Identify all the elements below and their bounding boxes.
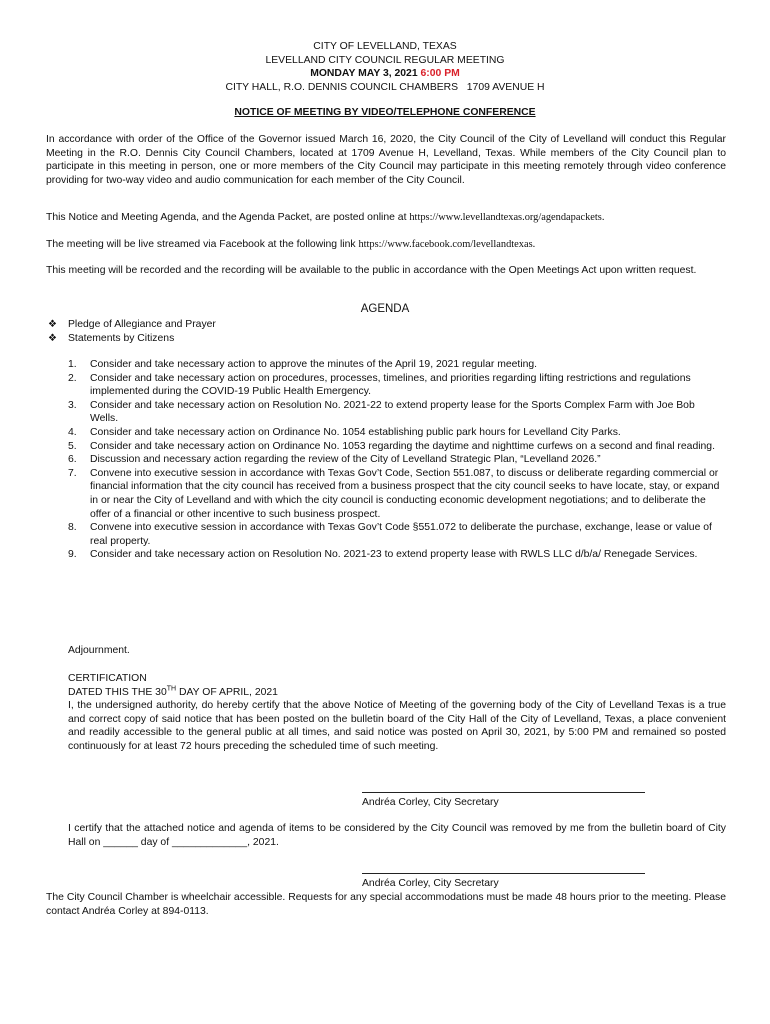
- meeting-location: CITY HALL, R.O. DENNIS COUNCIL CHAMBERS 1709 AVENUE H: [225, 81, 545, 93]
- notice-title: NOTICE OF MEETING BY VIDEO/TELEPHONE CONFERENCE: [234, 107, 536, 118]
- certification-section: [68, 672, 726, 754]
- certification-body: I, the undersigned authority, do hereby certify that the above Notice of Meeting of the governing body of the City of Levelland Texas is a true and correct copy of said notice that has been posted on the bulletin board of the City Hall of the City of Levelland, Texas, a place convenient and readily accessible to the general public at all times, and said notice was posted on April 30, 2021, by 5:00 PM and remained so posted continuously for at least 72 hours preceding the scheduled time of such meeting.: [68, 700, 726, 752]
- paragraph-governor-order: [46, 133, 726, 187]
- agenda-bullets: [46, 318, 726, 345]
- recording-text: This meeting will be recorded and the recording will be available to the public in accordance with the Open Meetings Act upon written request.: [46, 265, 697, 276]
- list-item: 9. Consider and take necessary action on Resolution No. 2021-23 to extend property lease with RWLS LLC d/b/a/ Renegade Services.: [68, 549, 698, 561]
- list-item: 3. Consider and take necessary action on Resolution No. 2021-22 to extend property lease for the Sports Complex Farm with Joe Bob Wells.: [68, 399, 695, 425]
- meeting-name: LEVELLAND CITY COUNCIL REGULAR MEETING: [265, 54, 505, 66]
- list-item: ❖ Pledge of Allegiance and Prayer: [48, 319, 216, 330]
- posted-online-text: This Notice and Meeting Agenda, and the Agenda Packet, are posted online at: [46, 212, 410, 223]
- agenda-title: AGENDA: [360, 303, 410, 315]
- list-item: 7. Convene into executive session in accordance with Texas Gov’t Code, Section 551.087, to discuss or deliberate regarding commercial or financial information that the city council has received from a business prospect that the city council seeks to have locate, stay, or expand in or near the City of Levelland and with which the city council is conducting economic development negotiations; and to deliberate the offer of a financial or other incentive to such business prospect.: [68, 467, 720, 520]
- facebook-link[interactable]: https://www.facebook.com/levellandtexas.: [358, 239, 536, 250]
- certification-dated: DATED THIS THE 30TH DAY OF APRIL, 2021: [68, 685, 278, 698]
- agenda-items: [68, 358, 720, 562]
- list-item: ❖ Statements by Citizens: [48, 332, 175, 344]
- list-item: 5. Consider and take necessary action on Ordinance No. 1053 regarding the daytime and nighttime curfews on a second and final reading.: [68, 440, 715, 452]
- document-header: [0, 40, 770, 94]
- governor-order-text: In accordance with order of the Office of the Governor issued March 16, 2020, the City Council of the City of Levelland will conduct this Regular Meeting in the R.O. Dennis City Council Chambers, located at 1709 Avenue H, Levelland, Texas. While members of the City Council plan to participate in this meeting in person, one or more members of the City Council may participate in this meeting remotely through video conference providing for two-way video and audio communication for each member of the City Council.: [46, 134, 726, 186]
- live-stream-text: The meeting will be live streamed via Facebook at the following link: [46, 239, 359, 250]
- signature-name: Andréa Corley, City Secretary: [362, 797, 499, 808]
- signature-block-2: [362, 863, 662, 891]
- adjournment: Adjournment.: [68, 645, 130, 656]
- city-name: CITY OF LEVELLAND, TEXAS: [313, 41, 457, 52]
- accessibility-footer: [46, 891, 726, 918]
- list-item: 6. Discussion and necessary action regarding the review of the City of Levelland Strategic Plan, “Levelland 2026.”: [68, 454, 601, 466]
- list-item: 8. Convene into executive session in accordance with Texas Gov’t Code §551.072 to deliberate the purchase, exchange, lease or value of real property.: [68, 522, 712, 547]
- removal-text: I certify that the attached notice and agenda of items to be considered by the City Council was removed by me from the bulletin board of City Hall on ______ day of _____________, 2021.: [68, 823, 726, 848]
- paragraph-live-stream: [46, 238, 726, 252]
- removal-certification: [68, 822, 726, 849]
- certification-heading: CERTIFICATION: [68, 673, 147, 684]
- list-item: 4. Consider and take necessary action on Ordinance No. 1054 establishing public park hours for Levelland City Parks.: [68, 426, 621, 438]
- paragraph-recording: [46, 264, 726, 278]
- meeting-date: MONDAY MAY 3, 2021: [310, 68, 418, 80]
- agenda-packets-link[interactable]: https://www.levellandtexas.org/agendapackets.: [409, 212, 605, 223]
- accessibility-text: The City Council Chamber is wheelchair accessible. Requests for any special accommodations must be made 48 hours prior to the meeting. Please contact Andréa Corley at 894-0113.: [46, 892, 726, 917]
- list-item: 1. Consider and take necessary action to approve the minutes of the April 19, 2021 regular meeting.: [68, 359, 538, 370]
- diamond-bullet-icon: ❖: [48, 332, 57, 344]
- signature-line: [362, 782, 645, 793]
- signature-line: [362, 863, 645, 874]
- meeting-date-line: [0, 67, 770, 81]
- diamond-bullet-icon: ❖: [48, 319, 57, 330]
- paragraph-posted-online: [46, 211, 726, 225]
- list-item: 2. Consider and take necessary action on procedures, processes, timelines, and priorities regarding lifting restrictions and regulations implemented during the COVID-19 Public Health Emergency.: [68, 372, 691, 398]
- signature-name: Andréa Corley, City Secretary: [362, 878, 499, 889]
- signature-block-1: [362, 782, 662, 810]
- meeting-time: 6:00 PM: [420, 68, 460, 80]
